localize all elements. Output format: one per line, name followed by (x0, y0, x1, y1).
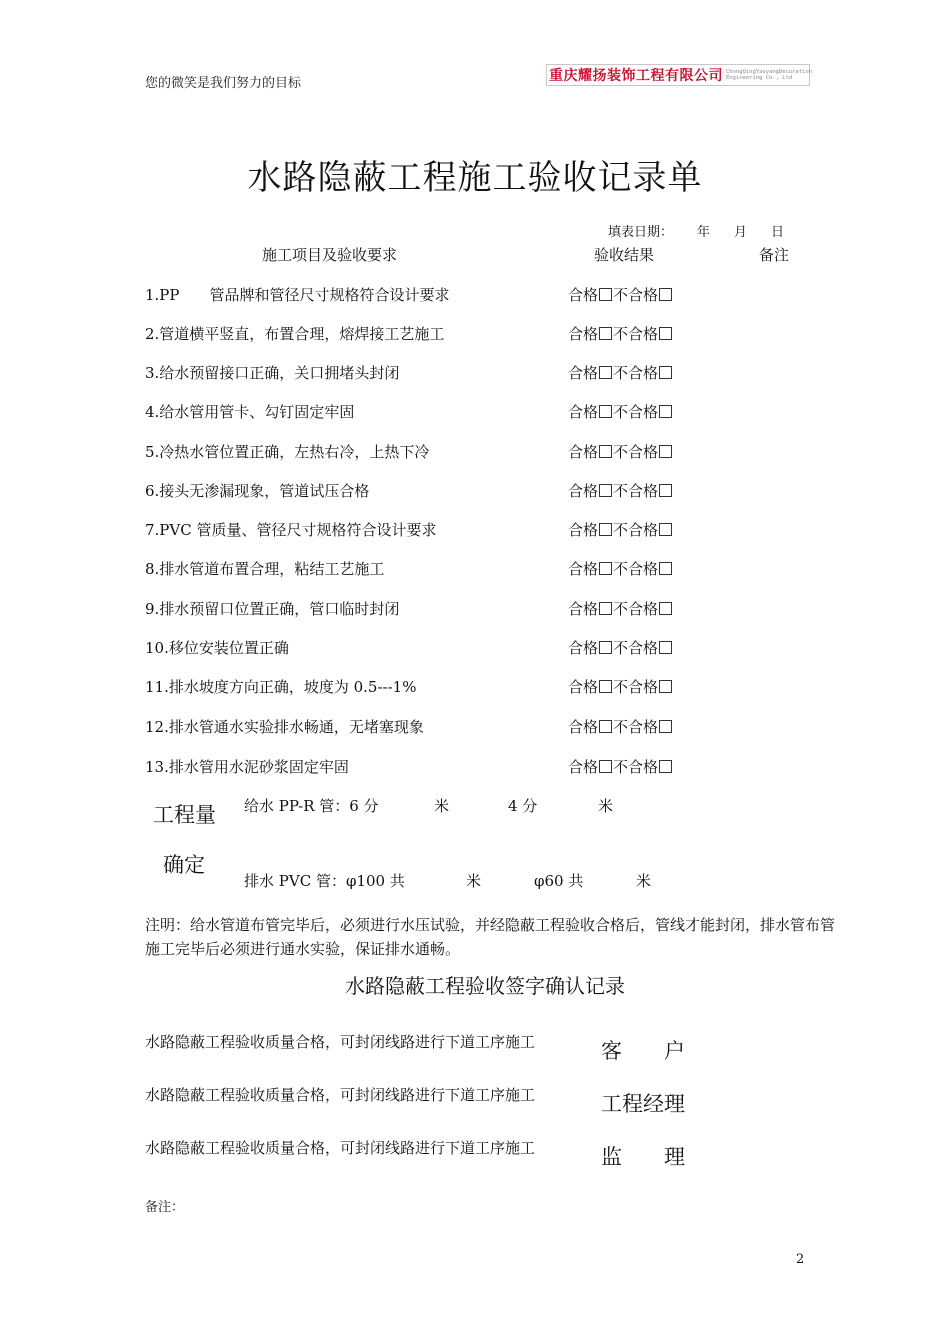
pass-label: 合格 (568, 560, 599, 578)
fail-label: 不合格 (613, 678, 659, 696)
fail-checkbox[interactable] (659, 327, 672, 340)
sign-statement: 水路隐蔽工程验收质量合格，可封闭线路进行下道工序施工 (145, 1033, 536, 1051)
page-title: 水路隐蔽工程施工验收记录单 (247, 158, 703, 198)
supply-unit-2: 米 (598, 797, 614, 815)
list-item: 12.排水管通水实验排水畅通，无堵塞现象 (145, 718, 424, 736)
fill-date-label: 填表日期： (608, 225, 674, 240)
result-checkboxes (568, 362, 673, 383)
drain-size-2: φ60 共 (534, 872, 584, 890)
pass-checkbox[interactable] (599, 680, 612, 693)
column-header-item: 施工项目及验收要求 (262, 246, 398, 264)
company-name: 重庆耀扬装饰工程有限公司 (549, 68, 723, 84)
pass-checkbox[interactable] (599, 641, 612, 654)
fail-checkbox[interactable] (659, 720, 672, 733)
sign-role-customer: 客 户 (601, 1039, 685, 1063)
fail-label: 不合格 (613, 286, 659, 304)
supply-size-2: 4 分 (508, 797, 538, 815)
quantity-label-line2: 确定 (163, 853, 205, 877)
pass-label: 合格 (568, 758, 599, 776)
pass-label: 合格 (568, 639, 599, 657)
fail-label: 不合格 (613, 600, 659, 618)
list-item: 7.PVC 管质量、管径尺寸规格符合设计要求 (145, 521, 437, 539)
result-checkboxes (568, 323, 673, 344)
remark-label: 备注： (145, 1200, 185, 1215)
fail-checkbox[interactable] (659, 562, 672, 575)
column-header-result: 验收结果 (594, 246, 655, 264)
list-item: 8.排水管道布置合理，粘结工艺施工 (145, 560, 385, 578)
pass-checkbox[interactable] (599, 602, 612, 615)
list-item: 5.冷热水管位置正确，左热右冷，上热下冷 (145, 443, 430, 461)
drain-unit-1: 米 (466, 872, 482, 890)
result-checkboxes (568, 716, 673, 737)
fail-checkbox[interactable] (659, 760, 672, 773)
pass-label: 合格 (568, 364, 599, 382)
sign-statement: 水路隐蔽工程验收质量合格，可封闭线路进行下道工序施工 (145, 1139, 536, 1157)
fail-checkbox[interactable] (659, 602, 672, 615)
fill-date-year: 年 (697, 225, 711, 240)
drain-pipe-label: 排水 PVC 管：φ100 共 (244, 872, 405, 890)
fill-date-day: 日 (771, 225, 785, 240)
sign-role-manager: 工程经理 (601, 1092, 685, 1116)
column-header-remark: 备注 (759, 246, 790, 264)
sign-statement: 水路隐蔽工程验收质量合格，可封闭线路进行下道工序施工 (145, 1086, 536, 1104)
result-checkboxes (568, 480, 673, 501)
page-number: 2 (796, 1252, 805, 1267)
fail-label: 不合格 (613, 443, 659, 461)
fill-date-month: 月 (734, 225, 748, 240)
fail-checkbox[interactable] (659, 405, 672, 418)
fail-checkbox[interactable] (659, 680, 672, 693)
fail-checkbox[interactable] (659, 445, 672, 458)
list-item: 13.排水管用水泥砂浆固定牢固 (145, 758, 349, 776)
result-checkboxes (568, 558, 673, 579)
note-paragraph: 注明：给水管道布管完毕后，必须进行水压试验，并经隐蔽工程验收合格后，管线才能封闭，排水管布管施工完毕后必须进行通水实验，保证排水通畅。 (145, 916, 836, 958)
pass-checkbox[interactable] (599, 760, 612, 773)
supply-pipe-label: 给水 PP-R 管：6 分 (244, 797, 379, 815)
quantity-label-line1: 工程量 (153, 803, 216, 827)
supply-unit-1: 米 (434, 797, 450, 815)
fail-checkbox[interactable] (659, 641, 672, 654)
pass-checkbox[interactable] (599, 288, 612, 301)
result-checkboxes (568, 519, 673, 540)
fail-label: 不合格 (613, 718, 659, 736)
pass-checkbox[interactable] (599, 720, 612, 733)
fail-checkbox[interactable] (659, 523, 672, 536)
pass-checkbox[interactable] (599, 327, 612, 340)
result-checkboxes (568, 756, 673, 777)
drain-unit-2: 米 (636, 872, 652, 890)
pass-label: 合格 (568, 718, 599, 736)
fill-date (608, 221, 808, 240)
fail-label: 不合格 (613, 364, 659, 382)
pass-checkbox[interactable] (599, 523, 612, 536)
company-logo (546, 64, 813, 86)
result-checkboxes (568, 401, 673, 422)
result-checkboxes (568, 284, 673, 305)
fail-label: 不合格 (613, 639, 659, 657)
fail-checkbox[interactable] (659, 288, 672, 301)
list-item: 9.排水预留口位置正确，管口临时封闭 (145, 600, 400, 618)
pass-label: 合格 (568, 482, 599, 500)
pass-label: 合格 (568, 286, 599, 304)
result-checkboxes (568, 598, 673, 619)
pass-checkbox[interactable] (599, 484, 612, 497)
list-item: 6.接头无渗漏现象，管道试压合格 (145, 482, 370, 500)
result-checkboxes (568, 441, 673, 462)
pass-checkbox[interactable] (599, 366, 612, 379)
list-item: 3.给水预留接口正确，关口拥堵头封闭 (145, 364, 400, 382)
fail-label: 不合格 (613, 482, 659, 500)
sign-role-supervisor: 监 理 (601, 1145, 685, 1169)
fail-label: 不合格 (613, 560, 659, 578)
fail-checkbox[interactable] (659, 366, 672, 379)
pass-checkbox[interactable] (599, 445, 612, 458)
sign-section-title: 水路隐蔽工程验收签字确认记录 (345, 974, 625, 998)
company-english-name: ChongQingYaoyangDecoration Engineering Co., Ltd (726, 69, 813, 81)
pass-label: 合格 (568, 325, 599, 343)
list-item: 2.管道横平竖直，布置合理，熔焊接工艺施工 (145, 325, 445, 343)
pass-label: 合格 (568, 600, 599, 618)
fail-label: 不合格 (613, 403, 659, 421)
fail-label: 不合格 (613, 758, 659, 776)
pass-label: 合格 (568, 521, 599, 539)
pass-checkbox[interactable] (599, 405, 612, 418)
list-item: 10.移位安装位置正确 (145, 639, 289, 657)
header-slogan: 您的微笑是我们努力的目标 (145, 76, 302, 91)
pass-label: 合格 (568, 678, 599, 696)
fail-label: 不合格 (613, 325, 659, 343)
fail-label: 不合格 (613, 521, 659, 539)
pass-checkbox[interactable] (599, 562, 612, 575)
pass-label: 合格 (568, 443, 599, 461)
fail-checkbox[interactable] (659, 484, 672, 497)
list-item: 1.PP 管品牌和管径尺寸规格符合设计要求 (145, 286, 450, 304)
result-checkboxes (568, 637, 673, 658)
pass-label: 合格 (568, 403, 599, 421)
list-item: 4.给水管用管卡、勾钉固定牢固 (145, 403, 355, 421)
result-checkboxes (568, 676, 673, 697)
list-item: 11.排水坡度方向正确，坡度为 0.5---1% (145, 678, 417, 696)
